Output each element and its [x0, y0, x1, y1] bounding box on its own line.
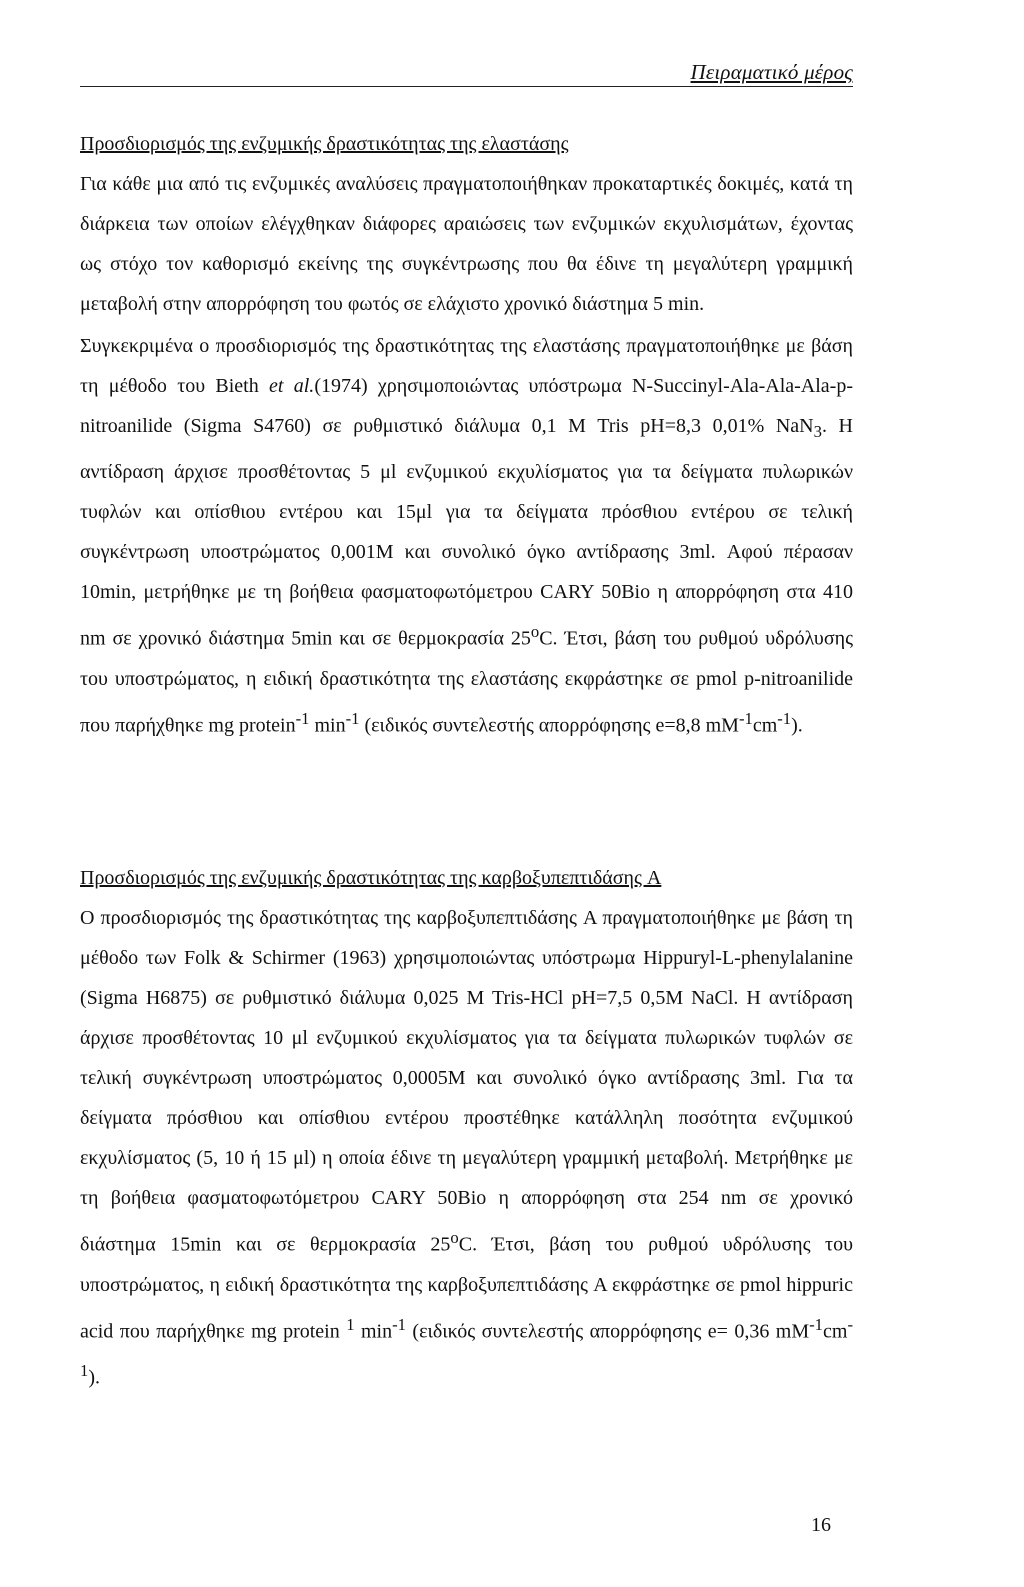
paragraph-carboxypeptidase-method: Ο προσδιορισμός της δραστικότητας της καρβοξυπεπτιδάσης A πραγματοποιήθηκε με βάση τη μέθοδο των Folk & Schirmer (1963) χρησιμοποιώντας υπόστρωμα Hippuryl-L-phenylalanine (Sigma H6875) σε ρυθμιστικό διάλυμα 0,025 M Tris-HCl pH=7,5 0,5M NaCl. Η αντίδραση άρχισε προσθέτοντας 10 μl ενζυμικού εκχυλίσματος για τα δείγματα πυλωρικών τυφλών σε τελική συγκέντρωση υποστρώματος 0,0005M και συνολικό όγκο αντίδρασης 3ml. Για τα δείγματα πρόσθιου και οπίσθιου εντέρου προστέθηκε κατάλληλη ποσότητα ενζυμικού εκχυλίσματος (5, 10 ή 15 μl) η οποία έδινε τη μεγαλύτερη γραμμική μεταβολή. Μετρήθηκε με τη βοήθεια φασματοφωτόμετρου CARY 50Bio η απορρόφηση στα 254 nm σε χρονικό διάστημα 15min και σε θερμοκρασία 25$^o$C. Έτσι, βάση του ρυθμού υδρόλυσης του υποστρώματος, η ειδική δραστικότητα της καρβοξυπεπτιδάσης A εκφράστηκε σε pmol hippuric acid που παρήχθηκε mg protein $^1$ $\min^{-1} (\varepsilon\iota\delta\iota\kappa ό\varsigma$ συντελεστής απορρόφησης e= 0,36 $mM^{-1}cm^{-1}$). — [80, 907, 853, 1389]
section-title-carboxypeptidase: Προσδιορισμός της ενζυμικής δραστικότητας της καρβοξυπεπτιδάσης A — [80, 867, 662, 889]
header-title: Πειραματικό μέρος — [690, 60, 853, 84]
section-elastase — [80, 124, 853, 745]
section-carboxypeptidase — [80, 858, 853, 1398]
paragraph-elastase-method: Συγκεκριμένα ο προσδιορισμός της δραστικότητας της ελαστάσης πραγματοποιήθηκε με βάση τη μέθοδο του Bieth et al.(1974) χρησιμοποιώντας υπόστρωμα N-Succinyl-Ala-Ala-Ala-p-nitroanilide (Sigma S4760) σε ρυθμιστικό διάλυμα 0,1 M Tris pH=8,3 0,01% NaN$_3$. Η αντίδραση άρχισε προσθέτοντας 5 μl ενζυμικού εκχυλίσματος για τα δείγματα πυλωρικών τυφλών και οπίσθιου εντέρου και 15μl για τα δείγματα πρόσθιου εντέρου σε τελική συγκέντρωση υποστρώματος 0,001M και συνολικό όγκο αντίδρασης 3ml. Αφού πέρασαν 10min, μετρήθηκε με τη βοήθεια φασματοφωτόμετρου CARY 50Bio η απορρόφηση στα 410 nm σε χρονικό διάστημα 5min και σε θερμοκρασία 25$^o$C. Έτσι, βάση του ρυθμού υδρόλυσης του υποστρώματος, η ειδική δραστικότητα της ελαστάσης εκφράστηκε σε pmol p-nitroanilide που παρήχθηκε mg protein$^{-1}$ $\min^{-1} (\varepsilon\iota\delta\iota\kappa ό\varsigma$ συντελεστής απορρόφησης e=8,8 $mM^{-1}cm^{-1}$). — [80, 335, 853, 737]
page-number: 16 — [811, 1514, 831, 1536]
paragraph-preliminary-tests: Για κάθε μια από τις ενζυμικές αναλύσεις πραγματοποιήθηκαν προκαταρτικές δοκιμές, κατά τη διάρκεια των οποίων ελέγχθηκαν διάφορες αραιώσεις των ενζυμικών εκχυλισμάτων, έχοντας ως στόχο τον καθορισμό εκείνης της συγκέντρωσης που θα έδινε τη μεγαλύτερη γραμμική μεταβολή στην απορρόφηση του φωτός σε ελάχιστο χρονικό διάστημα 5 min. — [80, 173, 853, 315]
section-title-elastase: Προσδιορισμός της ενζυμικής δραστικότητας της ελαστάσης — [80, 133, 569, 155]
page-header — [80, 60, 853, 87]
